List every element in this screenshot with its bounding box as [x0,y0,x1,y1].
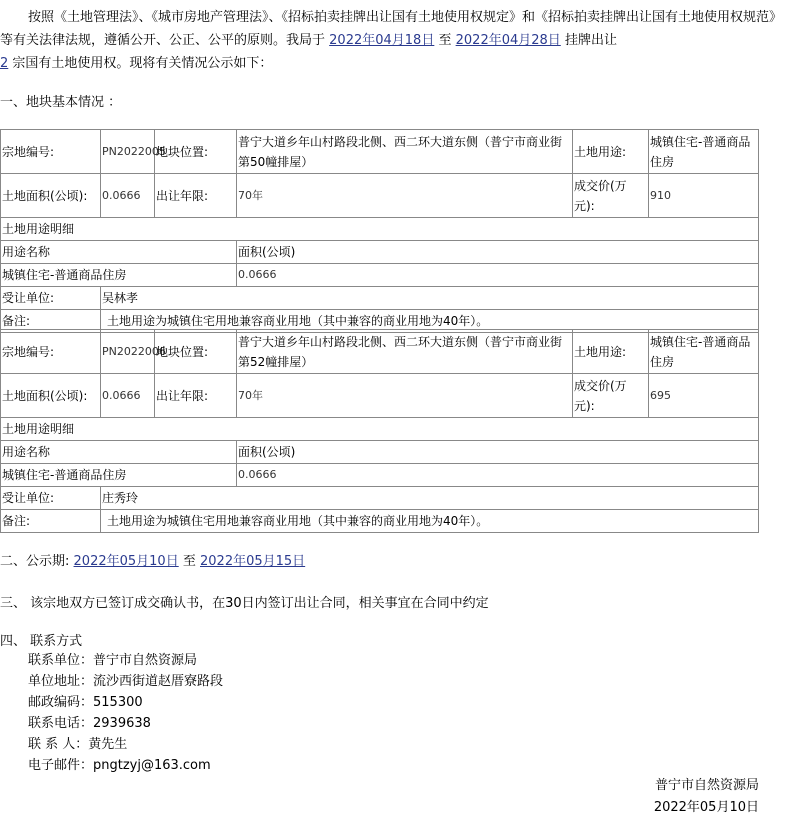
table-row [1,130,759,174]
table-row [1,241,759,264]
label-location: 地块位置: [155,330,237,374]
term-value: 70年 [237,174,573,218]
listing-start-date: 2022年04月18日 [329,33,435,48]
contact-block [28,650,223,776]
term-value: 70年 [237,374,573,418]
listing-end-date: 2022年04月28日 [455,33,561,48]
parcel-table-1 [0,129,759,333]
remark-value: 土地用途为城镇住宅用地兼容商业用地（其中兼容的商业用地为40年）。 [101,310,759,333]
publicity-end-date: 2022年05月15日 [200,554,306,569]
label-price: 成交价(万元): [573,174,649,218]
parcel-no-value: PN2022005 [101,130,155,174]
section4-title: 四、 联系方式 [0,634,83,649]
section1-title: 一、地块基本情况 ： [0,95,122,110]
parcel-table-2 [0,329,759,533]
signature-date: 2022年05月10日 [653,800,759,815]
label-grantee: 受让单位: [1,287,101,310]
use-name-value: 城镇住宅-普通商品住房 [1,464,237,487]
land-use-value: 城镇住宅-普通商品住房 [649,130,759,174]
label-location: 地块位置: [155,130,237,174]
label-parcel-no: 宗地编号: [1,330,101,374]
intro-text: 按照《土地管理法》、《城市房地产管理法》、《招标拍卖挂牌出让国有土地使用权规定》和《招标拍卖挂牌出让国有土地使用权规范》等有关法律法规，遵循公开、公正、公平的原则。我局于 [0,10,783,48]
grantee-value: 吴林孝 [101,287,759,310]
location-value: 普宁大道乡年山村路段北侧、西二环大道东侧（普宁市商业街第52幢排屋） [237,330,573,374]
label-term: 出让年限: [155,174,237,218]
intro-paragraph [0,6,790,75]
label-area: 土地面积(公顷): [1,174,101,218]
parcel-count: 2 [0,56,9,71]
table-row [1,264,759,287]
label-remark: 备注: [1,310,101,333]
price-value: 910 [649,174,759,218]
table-row [1,510,759,533]
table-row [1,287,759,310]
signature-org: 普宁市自然资源局 [654,778,759,793]
label-area: 土地面积(公顷): [1,374,101,418]
contact-postcode: 邮政编码：515300 [28,695,143,710]
section3-text: 三、 该宗地双方已签订成交确认书，在30日内签订出让合同，相关事宜在合同中约定 [0,596,489,611]
intro-to: 至 [438,33,452,48]
label-use-area: 面积(公顷) [237,241,759,264]
parcel-no-value: PN2022006 [101,330,155,374]
signature-block [654,775,759,819]
contact-address: 单位地址：流沙西街道赵厝寮路段 [28,674,224,689]
label-parcel-no: 宗地编号: [1,130,101,174]
label-use-detail: 土地用途明细 [1,218,759,241]
contact-email: 电子邮件：pngtzyj@163.com [28,758,211,773]
publicity-start-date: 2022年05月10日 [73,554,179,569]
use-name-value: 城镇住宅-普通商品住房 [1,264,237,287]
area-value: 0.0666 [101,174,155,218]
area-value: 0.0666 [101,374,155,418]
table-row [1,218,759,241]
label-remark: 备注: [1,510,101,533]
label-land-use: 土地用途: [573,130,649,174]
intro-end-text: 宗国有土地使用权。现将有关情况公示如下： [12,56,273,71]
table-row [1,174,759,218]
contact-phone: 联系电话：2939638 [28,716,151,731]
label-land-use: 土地用途: [573,330,649,374]
remark-value: 土地用途为城镇住宅用地兼容商业用地（其中兼容的商业用地为40年）。 [101,510,759,533]
grantee-value: 庄秀玲 [101,487,759,510]
contact-unit: 联系单位：普宁市自然资源局 [28,653,198,668]
label-grantee: 受让单位: [1,487,101,510]
table-row [1,441,759,464]
label-term: 出让年限: [155,374,237,418]
price-value: 695 [649,374,759,418]
label-use-area: 面积(公顷) [237,441,759,464]
section2-publicity-period [0,550,305,569]
intro-mid-text: 挂牌出让 [564,33,617,48]
label-price: 成交价(万元): [573,374,649,418]
publicity-to: 至 [182,554,196,569]
use-area-value: 0.0666 [237,464,759,487]
location-value: 普宁大道乡年山村路段北侧、西二环大道东侧（普宁市商业街第50幢排屋） [237,130,573,174]
table-row [1,464,759,487]
table-row [1,418,759,441]
label-use-name: 用途名称 [1,241,237,264]
publicity-label: 二、公示期: [0,554,70,569]
label-use-name: 用途名称 [1,441,237,464]
use-area-value: 0.0666 [237,264,759,287]
label-use-detail: 土地用途明细 [1,418,759,441]
contact-person: 联 系 人：黄先生 [28,737,128,752]
table-row [1,487,759,510]
land-use-value: 城镇住宅-普通商品住房 [649,330,759,374]
table-row [1,330,759,374]
table-row [1,374,759,418]
